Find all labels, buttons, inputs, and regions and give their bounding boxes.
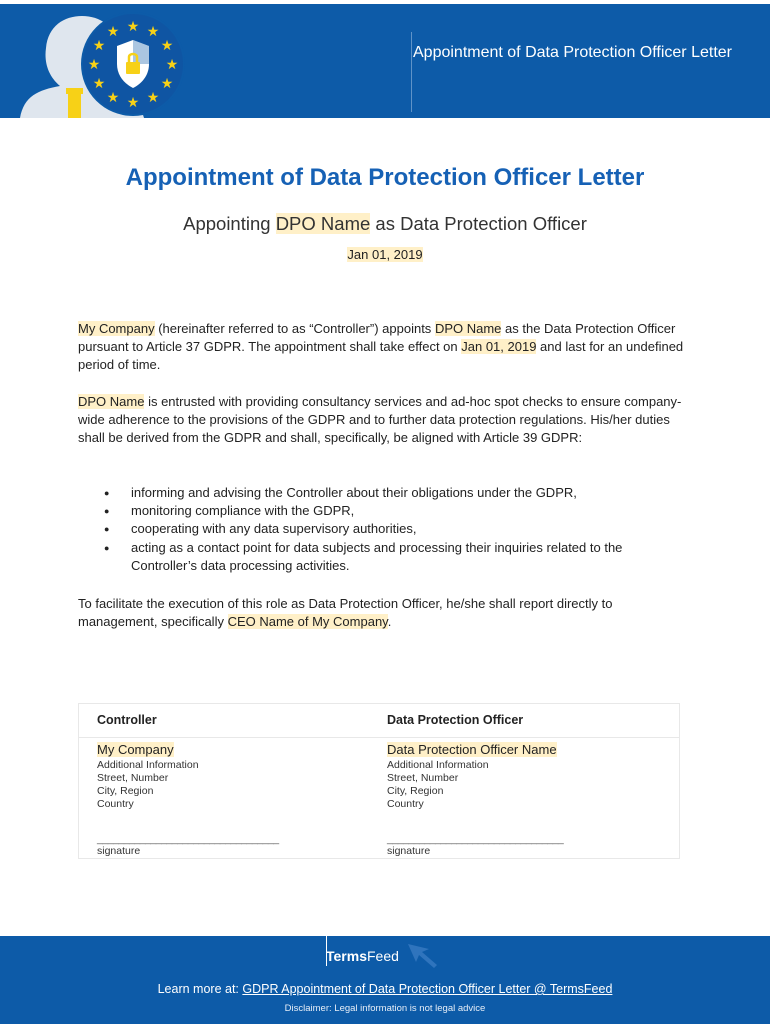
svg-text:★: ★: [92, 37, 106, 53]
dpo-city: City, Region: [387, 785, 444, 797]
header-title: Appointment of Data Protection Officer Letter: [413, 44, 732, 61]
dpo-signature-label: signature: [387, 845, 431, 857]
document-subtitle: [0, 213, 770, 235]
paragraph-text: and last for an undefined period of time.: [78, 339, 684, 373]
svg-text:★: ★: [106, 23, 120, 39]
svg-text:★: ★: [160, 37, 174, 53]
svg-text:★: ★: [146, 23, 160, 39]
duties-list: [104, 484, 684, 575]
paragraph-duties: [78, 393, 688, 448]
learn-more: [0, 982, 770, 996]
signature-table: [78, 703, 680, 859]
controller-name: My Company: [97, 742, 174, 757]
dpo-name: DPO Name: [78, 394, 145, 409]
svg-text:★: ★: [87, 56, 101, 72]
document-title: Appointment of Data Protection Officer Letter: [125, 164, 645, 191]
document-date-row: [0, 247, 770, 262]
list-item: ● informing and advising the Controller about their obligations under the GDPR,: [104, 484, 684, 502]
dpo-street: Street, Number: [387, 772, 459, 784]
effective-date: Jan 01, 2019: [461, 339, 537, 355]
svg-text:★: ★: [146, 89, 160, 105]
list-item: ● acting as a contact point for data subjects and processing their inquiries related to the Controller’s data processing activities.: [104, 539, 684, 575]
dpo-country: Country: [387, 798, 424, 810]
list-item: ● monitoring compliance with the GDPR,: [104, 502, 684, 520]
paragraph-text: .: [387, 614, 392, 630]
paragraph-appointment: [78, 320, 688, 375]
brand-arrow-icon: [404, 940, 440, 970]
svg-text:★: ★: [106, 89, 120, 105]
header-banner: [0, 4, 770, 118]
dpo-name: DPO Name: [434, 321, 502, 336]
svg-text:★: ★: [165, 56, 179, 72]
dpo-column: [387, 741, 563, 858]
controller-city: City, Region: [97, 785, 154, 797]
paragraph-text: is entrusted with providing consultancy services and ad-hoc spot checks to ensure company-wide adherence to the provisions of the GDPR and to further data protection regulations. His/her duties shall be derived from the GDPR and shall, specifically, be aligned with Article 39 GDPR:: [78, 394, 682, 446]
controller-info: Additional Information: [97, 759, 199, 771]
disclaimer: Disclaimer: Legal information is not legal advice: [284, 1003, 486, 1014]
paragraph-text: To facilitate the execution of this role as Data Protection Officer, he/she shall report directly to management, specifically: [78, 596, 613, 630]
learn-more-link[interactable]: GDPR Appointment of Data Protection Officer Letter @ TermsFeed: [242, 982, 613, 996]
dpo-info: Additional Information: [387, 759, 489, 771]
subtitle-dpo-name: DPO Name: [275, 213, 371, 234]
svg-text:★: ★: [160, 75, 174, 91]
subtitle-prefix: Appointing: [183, 213, 276, 234]
company-name: My Company: [78, 321, 155, 336]
svg-text:★: ★: [126, 18, 140, 34]
dpo-heading: Data Protection Officer: [387, 713, 524, 727]
controller-heading: Controller: [97, 713, 157, 727]
paragraph-text: (hereinafter referred to as “Controller”) appoints: [154, 321, 435, 336]
svg-text:★: ★: [126, 94, 140, 110]
header-divider: [411, 32, 412, 112]
brand-bold: Terms: [326, 948, 367, 964]
brand-rest: Feed: [366, 948, 399, 964]
ceo-name: CEO Name of My Company: [227, 614, 388, 630]
controller-signature-line: __________________________________: [97, 833, 279, 845]
controller-signature-label: signature: [97, 845, 141, 857]
subtitle-suffix: as Data Protection Officer: [370, 213, 587, 234]
document-date: Jan 01, 2019: [347, 247, 423, 262]
list-item: ● cooperating with any data supervisory authorities,: [104, 520, 684, 538]
footer-banner: [0, 936, 770, 1024]
controller-country: Country: [97, 798, 134, 810]
paragraph-text: as the Data Protection Officer pursuant to Article 37 GDPR. The appointment shall take effect on: [78, 321, 676, 355]
controller-street: Street, Number: [97, 772, 169, 784]
termsfeed-logo[interactable]: [326, 948, 399, 964]
table-divider: [79, 737, 679, 738]
gdpr-logo-icon: [20, 4, 210, 118]
controller-column: [97, 741, 279, 858]
svg-text:★: ★: [92, 75, 106, 91]
dpo-signer-name: Data Protection Officer Name: [387, 742, 557, 757]
dpo-signature-line: _________________________________: [387, 833, 564, 845]
paragraph-reporting: [78, 595, 688, 631]
learn-prefix: Learn more at:: [157, 982, 243, 996]
